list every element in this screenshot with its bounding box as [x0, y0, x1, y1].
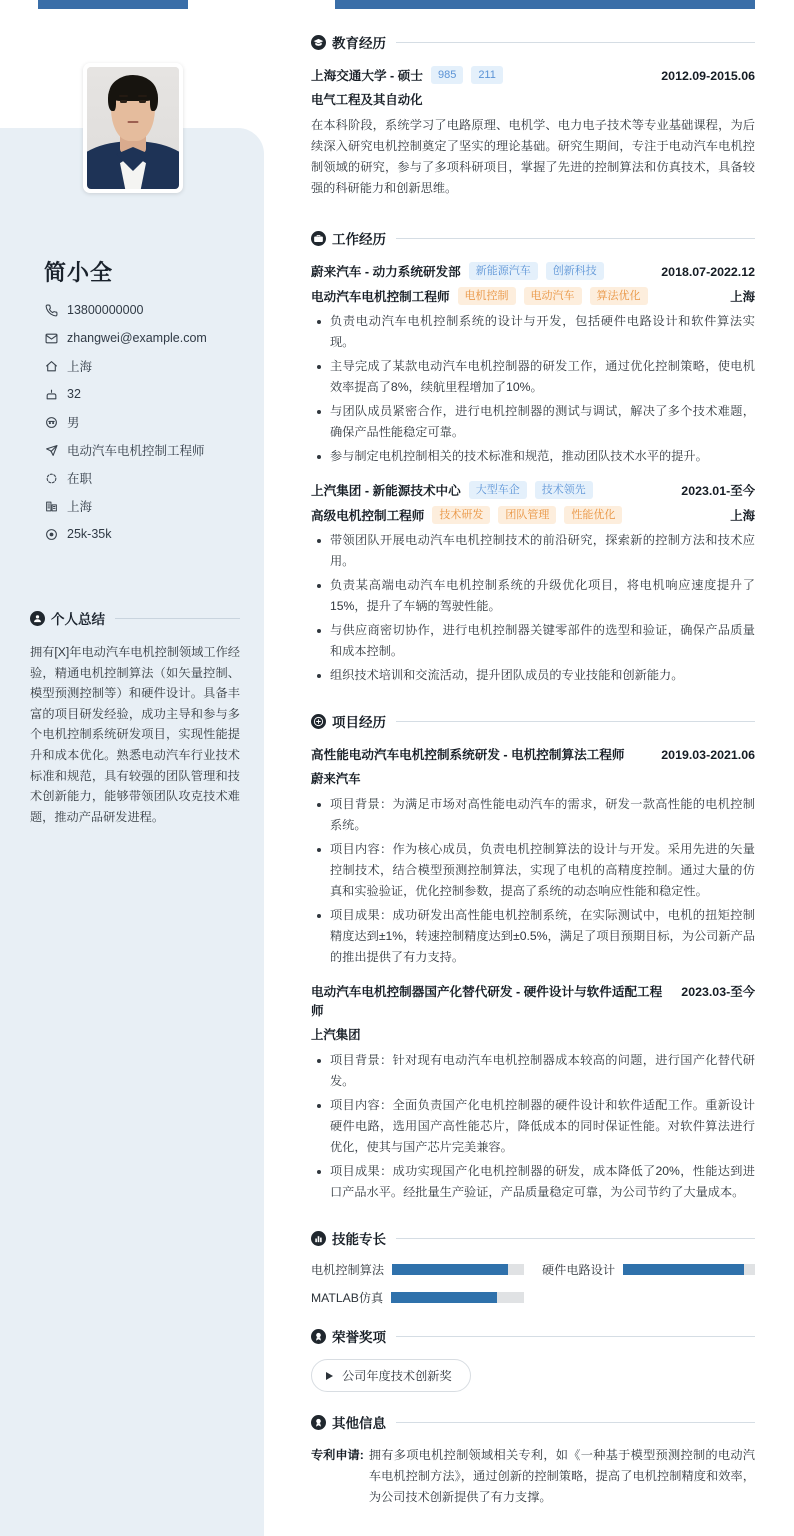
section-divider — [396, 1422, 755, 1423]
contact-item-position — [44, 436, 244, 464]
skills-title: 技能专长 — [332, 1232, 386, 1247]
work-bullet: 组织技术培训和交流活动，提升团队成员的专业技能和创新能力。 — [311, 665, 755, 686]
mail-icon — [44, 331, 58, 345]
skills-section — [311, 1228, 755, 1306]
target-icon — [44, 527, 58, 541]
personal-summary-section — [30, 608, 240, 827]
work-role: 电动汽车电机控制工程师 — [311, 290, 450, 304]
project-company: 蔚来汽车 — [311, 772, 361, 786]
education-tag: 211 — [471, 66, 503, 84]
section-divider — [396, 1238, 755, 1239]
honors-title: 荣誉奖项 — [332, 1330, 386, 1345]
contact-value-phone: 13800000000 — [67, 303, 144, 317]
page-top-accent-bar-left — [38, 0, 188, 9]
project-bullet-list — [311, 794, 755, 968]
project-bullet: 项目成果：成功实现国产化电机控制器的研发，成本降低了20%，性能达到进口产品水平。经批量生产验证，产品质量稳定可靠，为公司节约了大量成本。 — [311, 1161, 755, 1203]
work-entry — [311, 480, 755, 686]
work-bullet: 负责某高端电动汽车电机控制系统的升级优化项目，将电机响应速度提升了15%，提升了车辆的驾驶性能。 — [311, 575, 755, 617]
work-bullet: 与团队成员紧密合作，进行电机控制器的测试与调试，解决了多个技术难题，确保产品性能稳定可靠。 — [311, 401, 755, 443]
contact-value-gender: 男 — [67, 416, 80, 430]
home-icon — [44, 359, 58, 373]
work-company-tag: 新能源汽车 — [469, 262, 538, 280]
project-bullet: 项目内容：全面负责国产化电机控制器的硬件设计和软件适配工作。重新设计硬件电路，选用国产高性能芯片，降低成本的同时保证性能。对软件算法进行优化，使其与国产芯片完美兼容。 — [311, 1095, 755, 1158]
work-section — [311, 228, 755, 686]
work-location: 上海 — [730, 290, 755, 304]
status-icon — [44, 471, 58, 485]
work-entry-role-row — [311, 286, 755, 305]
chart-bar-icon — [311, 1231, 326, 1246]
project-bullet-list — [311, 1050, 755, 1203]
education-tag: 985 — [431, 66, 463, 84]
other-info-row — [311, 1445, 755, 1508]
honors-section — [311, 1326, 755, 1392]
honors-header — [311, 1326, 755, 1346]
work-header — [311, 228, 755, 248]
work-bullet-list — [311, 530, 755, 686]
projects-title: 项目经历 — [332, 715, 386, 730]
contact-item-email — [44, 324, 244, 352]
education-entry — [311, 65, 755, 199]
avatar-image — [87, 67, 179, 189]
grid-plus-icon — [311, 714, 326, 729]
skill-progress-fill — [391, 1292, 497, 1303]
work-role-tag: 团队管理 — [498, 506, 556, 524]
work-role-tag: 性能优化 — [564, 506, 622, 524]
project-bullet: 项目背景：针对现有电动汽车电机控制器成本较高的问题，进行国产化替代研发。 — [311, 1050, 755, 1092]
work-bullet: 负责电动汽车电机控制系统的设计与开发，包括硬件电路设计和软件算法实现。 — [311, 311, 755, 353]
project-entry-header — [311, 981, 755, 1019]
section-divider — [396, 238, 755, 239]
page-title: 简小全 — [44, 260, 114, 285]
briefcase-icon — [311, 231, 326, 246]
skill-item — [311, 1261, 524, 1278]
skill-label: 硬件电路设计 — [542, 1263, 616, 1277]
education-description: 在本科阶段，系统学习了电路原理、电机学、电力电子技术等专业基础课程，为后续深入研究电机控制奠定了坚实的理论基础。研究生期间，专注于电动汽车电机控制领域的研究，参与了多项科研项目，掌握了先进的控制算法和仿真技术，具备较强的科研能力和创新思维。 — [311, 118, 755, 195]
education-section — [311, 32, 755, 199]
project-bullet: 项目内容：作为核心成员，负责电机控制算法的设计与开发。采用先进的矢量控制技术，结合模型预测控制算法，实现了电机的高精度控制。通过大量的仿真和实验验证，优化控制参数，提高了系统的动态响应性能和稳定性。 — [311, 839, 755, 902]
work-role-tag: 电动汽车 — [524, 287, 582, 305]
work-entry-company-row — [311, 480, 755, 499]
skill-label: MATLAB仿真 — [311, 1291, 384, 1305]
work-role-tag: 算法优化 — [590, 287, 648, 305]
contact-item-city — [44, 492, 244, 520]
other-info-header — [311, 1412, 755, 1432]
contact-value-age: 32 — [67, 387, 81, 401]
contact-value-position: 电动汽车电机控制工程师 — [67, 444, 205, 458]
work-location: 上海 — [730, 509, 755, 523]
education-header — [311, 32, 755, 52]
user-circle-icon — [30, 611, 45, 626]
section-divider — [396, 1336, 755, 1337]
award-icon — [311, 1329, 326, 1344]
graduation-cap-icon — [311, 35, 326, 50]
work-date: 2018.07-2022.12 — [661, 265, 755, 279]
work-company: 上汽集团 - 新能源技术中心 — [311, 484, 461, 498]
play-icon — [326, 1372, 333, 1380]
section-divider — [396, 42, 755, 43]
work-role: 高级电机控制工程师 — [311, 509, 425, 523]
other-info-text: 拥有多项电机控制领域相关专利，如《一种基于模型预测控制的电动汽车电机控制方法》，通过创新的控制策略，提高了电机控制精度和效率，为公司技术创新提供了有力支撑。 — [368, 1448, 755, 1504]
work-company-tag: 技术领先 — [535, 481, 593, 499]
work-entry-company-row — [311, 261, 755, 280]
education-title: 教育经历 — [332, 36, 386, 51]
building-icon — [44, 499, 58, 513]
cake-icon — [44, 387, 58, 401]
personal-summary-title: 个人总结 — [51, 612, 105, 627]
skill-progress-fill — [623, 1264, 744, 1275]
main-content — [311, 32, 755, 1508]
skill-progress-track — [623, 1264, 755, 1275]
contact-item-age — [44, 380, 244, 408]
contact-value-status: 在职 — [67, 472, 93, 486]
page-top-accent-bar-right — [335, 0, 755, 9]
skill-progress-track — [391, 1292, 524, 1303]
other-info-label: 专利申请: — [311, 1448, 364, 1462]
contact-item-status — [44, 464, 244, 492]
work-bullet: 主导完成了某款电动汽车电机控制器的研发工作，通过优化控制策略，使电机效率提高了8%，续航里程增加了10%。 — [311, 356, 755, 398]
personal-summary-text: 拥有[X]年电动汽车电机控制领域工作经验，精通电机控制算法（如矢量控制、模型预测控制等）和硬件设计。具备丰富的项目研发经验，成功主导和参与多个电机控制系统研发项目，实现性能提升和成本优化。熟悉电动汽车行业技术标准和规范，具有较强的团队管理和技术创新能力，能够带领团队攻克技术难题，推动产品研发进程。 — [30, 645, 240, 824]
project-company: 上汽集团 — [311, 1028, 361, 1042]
paper-plane-icon — [44, 443, 58, 457]
work-entry-role-row — [311, 505, 755, 524]
phone-icon — [44, 303, 58, 317]
header-divider — [115, 618, 240, 619]
project-entry-header — [311, 744, 755, 763]
work-date: 2023.01-至今 — [681, 484, 755, 498]
project-entry — [311, 981, 755, 1203]
work-company-tag: 大型车企 — [469, 481, 527, 499]
skills-header — [311, 1228, 755, 1248]
projects-section — [311, 711, 755, 1203]
honor-label: 公司年度技术创新奖 — [342, 1369, 452, 1383]
project-name: 电动汽车电机控制器国产化替代研发 - 硬件设计与软件适配工程师 — [311, 985, 663, 1018]
honor-list — [311, 1359, 755, 1392]
skill-list — [311, 1261, 755, 1306]
contact-item-salary — [44, 520, 244, 548]
project-entry — [311, 744, 755, 968]
skill-progress-fill — [392, 1264, 508, 1275]
avatar — [83, 63, 183, 193]
section-divider — [396, 721, 755, 722]
education-date: 2012.09-2015.06 — [661, 69, 755, 83]
contact-value-salary: 25k-35k — [67, 527, 112, 541]
contact-item-phone — [44, 296, 244, 324]
contact-value-city: 上海 — [67, 500, 93, 514]
work-bullet: 带领团队开展电动汽车电机控制技术的前沿研究，探索新的控制方法和技术应用。 — [311, 530, 755, 572]
project-name: 高性能电动汽车电机控制系统研发 - 电机控制算法工程师 — [311, 748, 625, 762]
work-title: 工作经历 — [332, 232, 386, 247]
other-info-section — [311, 1412, 755, 1508]
contact-value-hometown: 上海 — [67, 360, 93, 374]
sidebar — [0, 128, 264, 1536]
projects-header — [311, 711, 755, 731]
education-entry-header — [311, 65, 755, 84]
contact-item-gender — [44, 408, 244, 436]
contact-item-hometown — [44, 352, 244, 380]
education-school: 上海交通大学 - 硕士 — [311, 69, 423, 83]
skill-item — [542, 1261, 755, 1278]
project-date: 2023.03-至今 — [681, 985, 755, 999]
work-entry — [311, 261, 755, 467]
work-role-tag: 技术研发 — [432, 506, 490, 524]
personal-summary-header — [30, 608, 240, 628]
work-bullet: 与供应商密切协作，进行电机控制器关键零部件的选型和验证，确保产品质量和成本控制。 — [311, 620, 755, 662]
work-bullet-list — [311, 311, 755, 467]
award-icon — [311, 1415, 326, 1430]
work-bullet: 参与制定电机控制相关的技术标准和规范，推动团队技术水平的提升。 — [311, 446, 755, 467]
contact-value-email: zhangwei@example.com — [67, 331, 207, 345]
skill-progress-track — [392, 1264, 524, 1275]
project-bullet: 项目背景：为满足市场对高性能电动汽车的需求，研发一款高性能的电机控制系统。 — [311, 794, 755, 836]
work-role-tag: 电机控制 — [458, 287, 516, 305]
project-date: 2019.03-2021.06 — [661, 748, 755, 762]
project-bullet: 项目成果：成功研发出高性能电机控制系统，在实际测试中，电机的扭矩控制精度达到±1%，转速控制精度达到±0.5%，满足了项目预期目标，为公司新产品的推出提供了有力支持。 — [311, 905, 755, 968]
gender-icon — [44, 415, 58, 429]
skill-label: 电机控制算法 — [311, 1263, 385, 1277]
honor-chip[interactable] — [311, 1359, 471, 1392]
education-major: 电气工程及其自动化 — [311, 93, 423, 107]
skill-item — [311, 1289, 524, 1306]
work-company: 蔚来汽车 - 动力系统研发部 — [311, 265, 461, 279]
work-company-tag: 创新科技 — [546, 262, 604, 280]
contact-list — [44, 296, 244, 548]
other-info-title: 其他信息 — [332, 1416, 386, 1431]
